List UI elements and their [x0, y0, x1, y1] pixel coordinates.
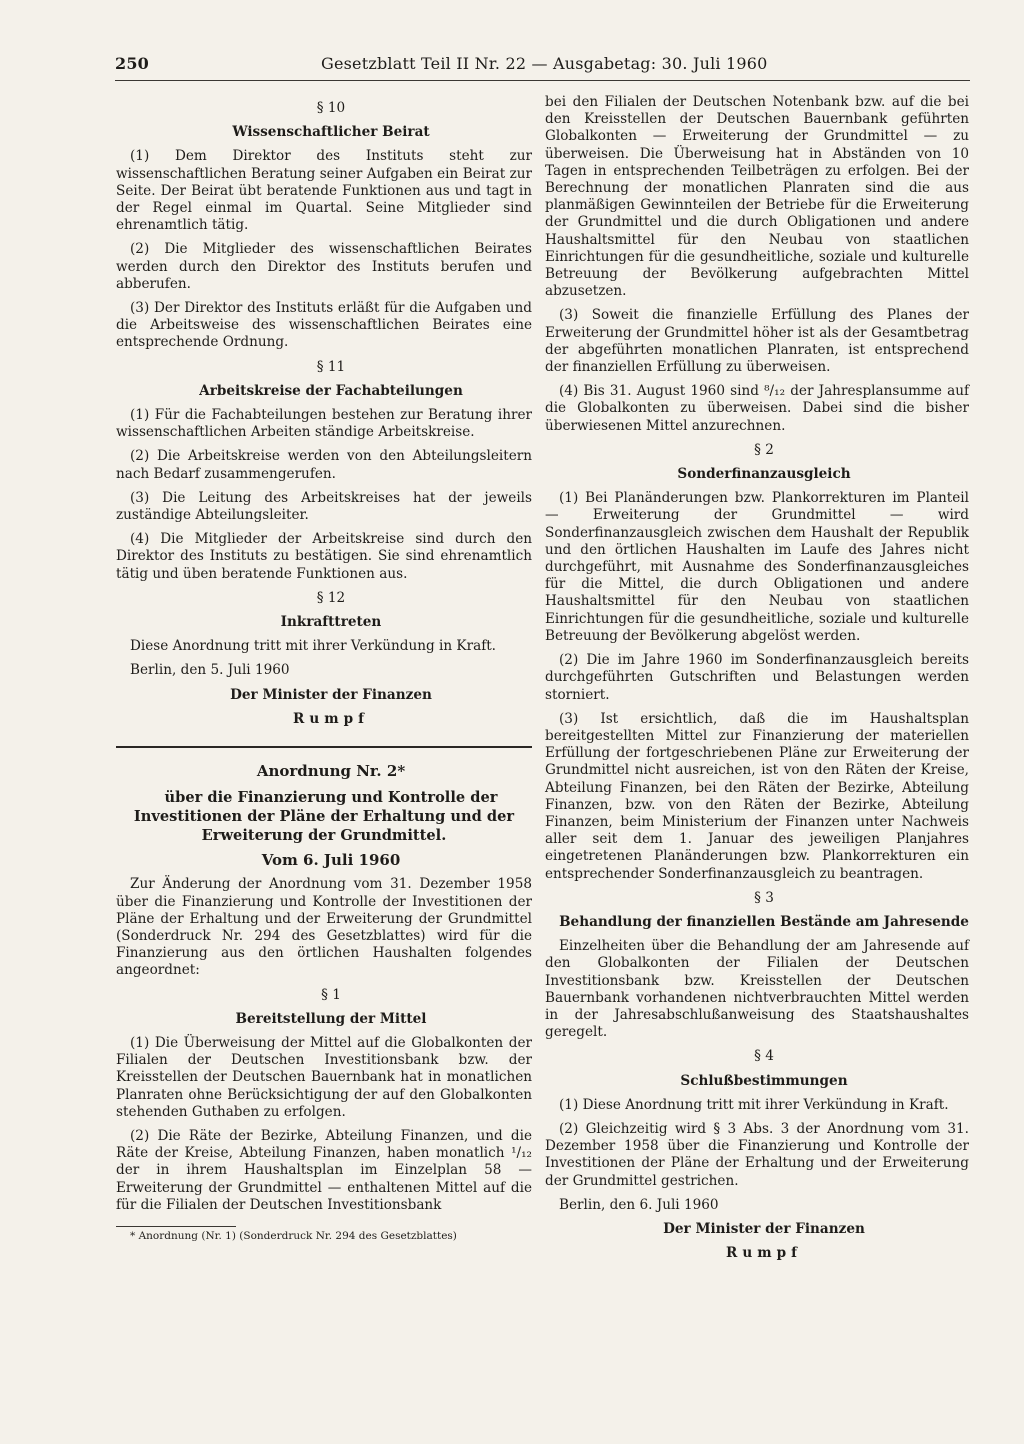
page-header [115, 54, 965, 76]
signer-name: Rumpf [293, 710, 369, 727]
left-column [116, 100, 532, 1250]
page-number: 250 [115, 54, 149, 73]
ordinance-intro: Zur Änderung der Anordnung vom 31. Dezember 1958 über die Finanzierung und Kontrolle der Investitionen der Pläne der Erhaltung und der Erweiterung der Grundmittel (Sonderdruck Nr. 294 des Gesetzblattes) wird für die Finanzierung aus den örtlichen Haushalten folgendes angeordnet: [116, 876, 532, 979]
section-10-para-3: (3) Der Direktor des Instituts erläßt für die Aufgaben und die Arbeitsweise des wissenschaftlichen Beirates eine entsprechende Ordnung. [116, 300, 532, 351]
section-2-para-2: (2) Die im Jahre 1960 im Sonderfinanzausgleich bereits durchgeführten Gutschriften und Belastungen werden storniert. [545, 652, 969, 703]
section-1-para-4: (4) Bis 31. August 1960 sind ⁸/₁₂ der Jahresplansumme auf die Globalkonten zu überweisen. Dabei sind die bisher überwiesenen Mittel anzurechnen. [545, 383, 969, 434]
ordinance-title: Anordnung Nr. 2* [256, 762, 406, 781]
section-1-para-3: (3) Soweit die finanzielle Erfüllung des Planes der Erweiterung der Grundmittel höher ist als der Gesamtbetrag der abgeführten monatlichen Planraten, ist entsprechend der finanziellen Erfüllung zu überweisen. [545, 307, 969, 376]
section-2-para-1: (1) Bei Planänderungen bzw. Plankorrekturen im Planteil — Erweiterung der Grundmittel — wird Sonderfinanzausgleich zwischen dem Haushalt der Republik und den örtlichen Haushalten im Laufe des Jahres nicht durchgeführt, mit Ausnahme des Sonderfinanzausgleiches für die Mittel, die durch Obligationen und andere Haushaltsmittel für den Neubau von staatlichen Einrichtungen für die gesundheitliche, soziale und kulturelle Betreuung der Bevölkerung abgelöst werden. [545, 490, 969, 644]
section-1-para-2: (2) Die Räte der Bezirke, Abteilung Finanzen, und die Räte der Kreise, Abteilung Finanzen, haben monatlich ¹/₁₂ der in ihrem Haushaltsplan im Einzelplan 58 — Erweiterung der Grundmittel — enthaltenen Mittel auf die für die Filialen der Deutschen Investitionsbank [116, 1127, 532, 1213]
right-column [545, 94, 969, 1269]
section-1-para-1: (1) Die Überweisung der Mittel auf die Globalkonten der Filialen der Deutschen Investitionsbank bzw. der Kreisstellen der Deutschen Bauernbank hat in monatlichen Planraten ohne Berücksichtigung der auf den Globalkonten stehenden Guthaben zu erfolgen. [116, 1034, 532, 1120]
section-11-title: Arbeitskreise der Fachabteilungen [199, 382, 463, 399]
footnote: * Anordnung (Nr. 1) (Sonderdruck Nr. 294 des Gesetzblattes) [130, 1229, 457, 1242]
section-12-title: Inkrafttreten [280, 614, 382, 631]
section-1-number: § 1 [321, 986, 341, 1003]
section-12-para-1: Diese Anordnung tritt mit ihrer Verkündung in Kraft. [130, 638, 497, 655]
footnote-rule [116, 1226, 236, 1227]
section-11-para-1: (1) Für die Fachabteilungen bestehen zur Beratung ihrer wissenschaftlichen Arbeiten ständige Arbeitskreise. [116, 407, 532, 441]
ordinance-date: Vom 6. Juli 1960 [261, 851, 401, 870]
section-4-para-2: (2) Gleichzeitig wird § 3 Abs. 3 der Anordnung vom 31. Dezember 1958 über die Finanzierung und Kontrolle der Investitionen der Pläne der Erhaltung und der Erweiterung der Grundmittel gestrichen. [545, 1120, 969, 1189]
section-2-para-3: (3) Ist ersichtlich, daß die im Haushaltsplan bereitgestellten Mittel zur Finanzierung der materiellen Erfüllung der fortgeschriebenen Pläne zur Erweiterung der Grundmittel nicht ausreichen, ist von den Räten der Kreise, Abteilung Finanzen, bei den Räten der Bezirke, Abteilung Finanzen, bzw. von den Räten der Bezirke, Abteilung Finanzen, beim Ministerium der Finanzen unter Nachweis aller seit dem 1. Januar des jeweiligen Planjahres eingetretenen Planänderungen bzw. Plankorrekturen ein entsprechender Sonderfinanzausgleich zu beantragen. [545, 710, 969, 882]
section-11-para-2: (2) Die Arbeitskreise werden von den Abteilungsleitern nach Bedarf zusammengerufen. [116, 448, 532, 482]
section-11-para-3: (3) Die Leitung des Arbeitskreises hat der jeweils zuständige Abteilungsleiter. [116, 489, 532, 524]
section-2-number: § 2 [754, 441, 774, 458]
section-10-title: Wissenschaftlicher Beirat [232, 124, 430, 141]
section-11-para-4: (4) Die Mitglieder der Arbeitskreise sind durch den Direktor des Instituts zu bestätigen. Sie sind ehrenamtlich tätig und üben beratende Funktionen aus. [116, 531, 532, 582]
section-divider [116, 746, 532, 748]
signer-title: Der Minister der Finanzen [230, 686, 432, 703]
section-1-title: Bereitstellung der Mittel [235, 1010, 427, 1027]
header-rule [115, 80, 970, 81]
section-4-para-1: (1) Diese Anordnung tritt mit ihrer Verkündung in Kraft. [559, 1096, 949, 1113]
section-12-number: § 12 [316, 589, 346, 606]
section-3-number: § 3 [754, 889, 774, 906]
section-3-para-1: Einzelheiten über die Behandlung der am Jahresende auf den Globalkonten der Filialen der Deutschen Investitionsbank bzw. Kreisstellen der Deutschen Bauernbank vorhandenen nichtverbrauchten Mittel werden in der Jahresabschlußanweisung des Staatshaushaltes geregelt. [545, 938, 969, 1041]
section-2-title: Sonderfinanzausgleich [677, 466, 851, 483]
section-10-para-2: (2) Die Mitglieder des wissenschaftlichen Beirates werden durch den Direktor des Instituts berufen und abberufen. [116, 241, 532, 292]
section-3-title: Behandlung der finanziellen Bestände am Jahresende [559, 913, 969, 930]
section-4-title: Schlußbestimmungen [680, 1072, 848, 1089]
section-4-number: § 4 [754, 1048, 774, 1065]
signer-title-2: Der Minister der Finanzen [663, 1220, 865, 1237]
header-title: Gesetzblatt Teil II Nr. 22 — Ausgabetag: 30. Juli 1960 [321, 54, 768, 73]
section-10-number: § 10 [316, 100, 346, 116]
section-10-para-1: (1) Dem Direktor des Instituts steht zur wissenschaftlichen Beratung seiner Aufgaben ein Beirat zur Seite. Der Beirat übt beratende Funktionen aus und tagt in der Regel einmal im Quartal. Seine Mitglieder sind ehrenamtlich tätig. [116, 148, 532, 234]
section-1-para-2-continued: bei den Filialen der Deutschen Notenbank bzw. auf die bei den Kreisstellen der Deutschen Bauernbank geführten Globalkonten — Erweiterung der Grundmittel — zu überweisen. Die Überweisung hat in Abständen von 10 Tagen in entsprechenden Teilbeträgen zu erfolgen. Bei der Berechnung der monatlichen Planraten sind die aus planmäßigen Gewinnteilen der Betriebe für die Erweiterung der Grundmittel und die durch Obligationen und andere Haushaltsmittel für den Neubau von staatlichen Einrichtungen für die gesundheitliche, soziale und kulturelle Betreuung der Bevölkerung aufgebrachten Mittel abzusetzen. [545, 94, 969, 300]
ordinance-subtitle: über die Finanzierung und Kontrolle der Investitionen der Pläne der Erhaltung und der Erweiterung der Grundmittel. [133, 789, 515, 845]
signer-name-2: Rumpf [726, 1245, 802, 1262]
place-date: Berlin, den 5. Juli 1960 [130, 662, 290, 679]
section-11-number: § 11 [316, 358, 346, 375]
place-date-2: Berlin, den 6. Juli 1960 [559, 1196, 719, 1213]
